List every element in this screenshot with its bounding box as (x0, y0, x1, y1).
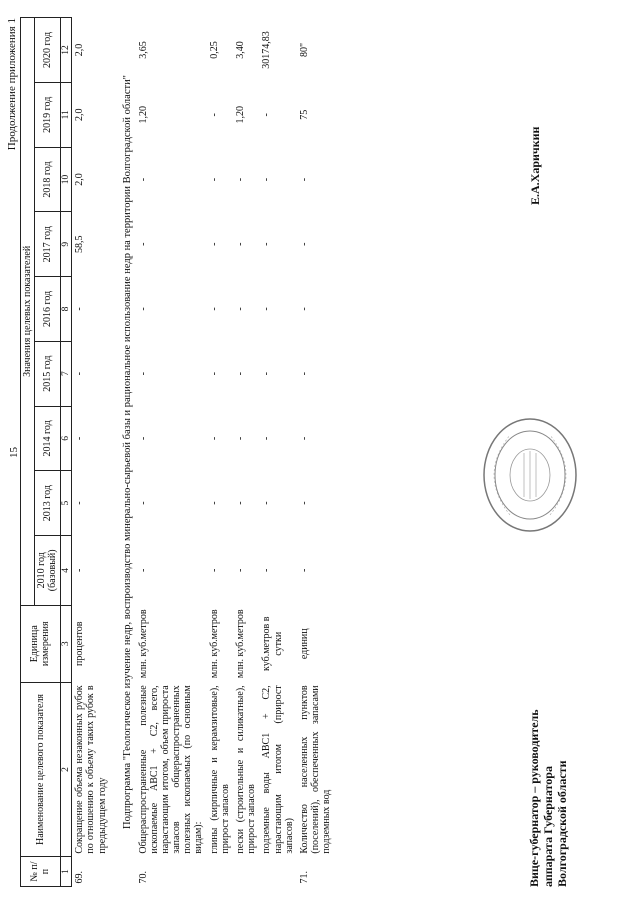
year-header: 2014 год (35, 406, 60, 471)
indicator-value: - (74, 372, 86, 376)
indicator-value: - (261, 113, 273, 117)
page-number: 15 (8, 447, 20, 458)
column-number: 3 (60, 605, 72, 682)
subprogram-row (120, 18, 136, 887)
signature-title (528, 709, 569, 887)
signature-line-1: Вице-губернатор – руководитель (527, 709, 541, 887)
column-number: 2 (60, 682, 72, 856)
indicator-value: - (137, 372, 149, 376)
table-body (72, 18, 335, 887)
values-group-header: Значения целевых показателей (21, 18, 35, 606)
indicator-value: - (298, 307, 310, 311)
row-number (207, 857, 233, 887)
indicator-value: - (137, 568, 149, 572)
year-header: 2017 год (35, 212, 60, 277)
indicator-value: - (235, 568, 246, 572)
indicator-value: 3,40 (235, 41, 246, 59)
indicator-name: глины (кирпичные и керамзитовые), прирост запасов (208, 685, 231, 854)
column-number: 11 (60, 82, 72, 147)
indicator-value: - (261, 307, 273, 311)
row-number: 70. (137, 871, 149, 884)
col-num-header: № п/п (21, 857, 61, 887)
year-header: 2019 год (35, 82, 60, 147)
indicator-value: - (208, 501, 220, 505)
signature-name: Е.А.Харичкин (528, 126, 542, 205)
continuation-label: Продолжение приложения 1 (6, 18, 18, 151)
indicator-value: 80" (298, 42, 310, 58)
indicator-value: - (261, 242, 273, 246)
column-number: 1 (60, 857, 72, 887)
indicator-unit: куб.метров в сутки (261, 616, 284, 671)
column-number: 12 (60, 18, 72, 83)
indicator-name: Общераспространенные полезные ископаемые АВС1 + С2, всего, нарастающим итогом, объем прироста запасов общераспространенных полезных ископаемых (по основным видам): (137, 685, 205, 854)
year-header: 2013 год (35, 471, 60, 536)
column-number: 4 (60, 535, 72, 605)
spacer-row (110, 18, 120, 887)
indicator-value: - (298, 501, 310, 505)
year-header: 2010 год (базовый) (35, 535, 60, 605)
indicator-value: - (137, 177, 149, 182)
indicator-value: - (137, 307, 149, 311)
indicator-value: - (235, 307, 246, 311)
column-number: 5 (60, 471, 72, 536)
indicator-value: - (208, 242, 220, 246)
indicator-value: 58,5 (74, 235, 86, 253)
row-number (259, 857, 297, 887)
column-number: 9 (60, 212, 72, 277)
indicator-value: 2,0 (74, 43, 86, 57)
signature-line-2: аппарата Губернатора (540, 766, 555, 887)
indicator-value: - (235, 501, 246, 505)
indicator-value: - (261, 568, 273, 572)
official-seal (480, 415, 580, 535)
indicator-value: - (261, 177, 273, 182)
table-row (259, 18, 297, 887)
year-header: 2018 год (35, 147, 60, 212)
row-number (233, 857, 259, 887)
indicator-value: 1,20 (235, 106, 246, 124)
subprogram-title: Подпрограмма "Геологическое изучение недр, воспроизводство минерально-сырьевой базы и рациональное использование недр на территории Волгоградской области" (121, 75, 133, 829)
row-number: 69. (74, 871, 86, 884)
year-header: 2020 год (35, 18, 60, 83)
column-number: 8 (60, 277, 72, 342)
col-name-header: Наименование целевого показателя (21, 682, 61, 856)
year-header: 2016 год (35, 277, 60, 342)
indicator-value: - (137, 242, 149, 246)
indicator-value: - (235, 372, 246, 376)
indicator-name: подземные воды АВС1 + С2, нарастающим итогом (прирост запасов) (261, 685, 295, 854)
table-row (207, 18, 233, 887)
signature-line-3: Волгоградской области (554, 760, 569, 887)
indicator-value: 2,0 (74, 108, 86, 122)
indicator-name: Количество населенных пунктов (поселений), обеспеченных запасами подземных вод (298, 685, 333, 854)
indicator-value: - (298, 372, 310, 376)
indicator-value: - (208, 436, 220, 441)
indicator-value: - (261, 436, 273, 441)
indicator-value: 75 (298, 109, 310, 120)
row-number: 71. (298, 871, 310, 884)
indicator-value: - (137, 501, 149, 505)
indicator-value: - (235, 177, 246, 182)
indicator-name: пески (строительные и силикатные), прирост запасов (235, 685, 258, 854)
indicator-value: - (74, 568, 86, 572)
column-number: 10 (60, 147, 72, 212)
indicator-value: - (298, 568, 310, 572)
indicator-value: - (208, 307, 220, 311)
indicator-value: 2,0 (74, 173, 86, 186)
indicator-unit: млн. куб.метров (137, 609, 149, 679)
spacer-cell (110, 18, 120, 887)
indicator-value: 3,65 (137, 41, 149, 59)
indicator-value: - (261, 501, 273, 505)
indicator-value: - (74, 501, 86, 505)
indicator-value: 30174,83 (261, 31, 273, 69)
indicator-unit: млн. куб.метров (208, 609, 220, 679)
table-row (297, 18, 335, 887)
header-row-numbers (60, 18, 72, 887)
indicator-value: - (74, 307, 86, 311)
indicator-name: Сокращение объема незаконных рубок по отношению к объему таких рубок в предыдущем году (74, 685, 108, 854)
indicator-value: - (298, 177, 310, 182)
indicator-value: - (298, 242, 310, 246)
table-row (233, 18, 259, 887)
indicator-value: 1,20 (137, 106, 149, 124)
table-row (136, 18, 207, 887)
column-number: 6 (60, 406, 72, 471)
indicator-value: - (137, 436, 149, 441)
header-row-1 (21, 18, 35, 887)
indicator-value: - (298, 436, 310, 441)
indicators-table (20, 17, 335, 887)
year-header: 2015 год (35, 341, 60, 406)
indicator-value: - (235, 242, 246, 246)
indicator-value: - (208, 177, 220, 182)
indicator-value: 0,25 (208, 41, 220, 59)
column-number: 7 (60, 341, 72, 406)
col-unit-header: Единица измерения (21, 605, 61, 682)
indicator-value: - (208, 113, 220, 117)
indicator-value: - (261, 372, 273, 376)
indicator-value: - (74, 436, 86, 441)
indicator-value: - (208, 372, 220, 376)
indicator-unit: млн. куб.метров (235, 609, 246, 679)
indicator-unit: процентов (74, 621, 86, 666)
indicator-value: - (208, 568, 220, 572)
table-row (72, 18, 110, 887)
indicator-unit: единиц (298, 628, 310, 660)
indicator-value: - (235, 436, 246, 441)
